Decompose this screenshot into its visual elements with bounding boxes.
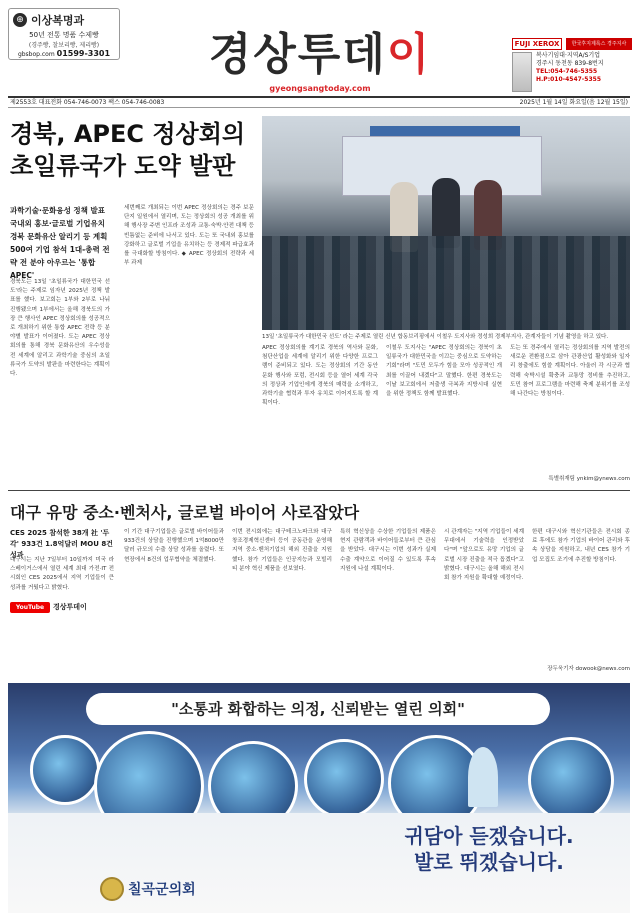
fuji-xerox-branch: 한국후지제록스 경주지사 [566, 38, 632, 50]
ad-photo-circle-6 [528, 737, 614, 823]
issue-date: 2025년 1월 14일 화요일(음 12월 15일) [519, 99, 628, 106]
bakery-brand: 이상복명과 [31, 14, 85, 27]
bakery-line1: 50년 전통 명품 수제빵 [29, 31, 99, 39]
council-name: 칠곡군의회 [128, 882, 196, 898]
article1-subhead: 과학기술·문화융성 정책 발표 국내외 홍보·글로벌 기업유치 경북 문화유산 알리기 등 계획 500여 기업 참석 1대-총력 전략 전 분야 아우르는 '통합 APEC' [10, 206, 110, 280]
ad-left-bakery[interactable] [8, 8, 120, 60]
article2-headline[interactable]: 대구 유망 중소·벤처사, 글로벌 바이어 사로잡았다 [10, 503, 360, 522]
ad-photo-circle-1 [30, 735, 100, 805]
section-divider [8, 490, 630, 491]
article1-byline: 특별취재팀 ynkim@ynews.com [548, 476, 630, 482]
fuji-xerox-logo: FUJI XEROX [512, 38, 562, 50]
article2-col6: 한편 대구시와 혁신기관들은 전시회 종료 후에도 참가 기업의 바이어 관리와 후속 상담을 지원하고, 내년 CES 참가 기업 모집도 조기에 추진할 방침이다. [532, 529, 630, 563]
bakery-line2: (경주빵, 찰보리빵, 제리빵) [28, 42, 100, 49]
article1-col4: 이철우 도지사는 "APEC 정상회의는 경북이 초일류국가 대한민국을 이끄는 중심으로 도약하는 기회"라며 "도민 모두가 힘을 모아 성공적인 개최를 이끌어 내겠다"고 말했다. 한편 경북도는 이날 보고회에서 저출생 극복과 지방시대 실현을 위한 정책도 함께 발표했다. [386, 345, 502, 398]
article1-col1: 경북도는 13일 '초일류국가 대한민국 선도'라는 주제로 임자년 2025년 정책 발표를 했다. 보고회는 1부와 2부로 나눠 진행됐으며 1부에서는 올해 경북도의 가장 큰 행사인 APEC 정상회의를 성공적으로 개최하기 위한 통합 APEC 전략 등 분야별 발표가 이어졌다. 도는 APEC 정상회의를 통해 경북 문화유산의 우수성을 전 세계에 알리고 과학기술 중심의 초일류국가 도약의 발판을 마련한다는 계획이다. [10, 279, 110, 378]
article1-col5: 도는 또 경주에서 열리는 정상회의를 지역 발전의 새로운 전환점으로 삼아 관광산업 활성화와 일자리 창출에도 힘쓸 계획이다. 아울러 각 시군과 협력해 숙박시설 확충과 교통망 정비를 추진하고, 도민 참여 프로그램을 마련해 축제 분위기를 조성해 나간다는 방침이다. [510, 345, 630, 398]
bakery-logo-icon: ⊕ [13, 13, 27, 27]
ad-slogan-top: "소통과 화합하는 의정, 신뢰받는 열린 의회" [86, 693, 550, 725]
newspaper-site[interactable]: gyeongsangtoday.com [269, 84, 371, 93]
article1-photo [262, 116, 630, 330]
issue-info: 제2553호 대표전화 054-746-0073 팩스 054-746-0083 [10, 99, 165, 106]
bakery-line3: gbsbop.com 01599-3301 [17, 49, 111, 58]
article2-col2: 이 기간 대구기업들은 글로벌 바이어들과 933건의 상담을 진행했으며 1억8000만 달러 규모의 수출 상담 성과를 올렸다. 또 현장에서 8건의 업무협약을 체결했다. [124, 529, 224, 563]
article2-col5: 시 관계자는 "지역 기업들이 세계 무대에서 기술력을 인정받았다"며 "앞으로도 유망 기업의 글로벌 시장 진출을 적극 돕겠다"고 밝혔다. 대구시는 올해 해외 전시회 참가 지원을 확대할 예정이다. [444, 529, 524, 582]
copier-icon [512, 52, 532, 92]
ad-right-copier[interactable]: 복사기임대·지역A/S기업 경주시 동천동 839-8번지 TEL:054-746-5355 H.P:010-4547-5355 [536, 52, 604, 83]
article2-subhead: CES 2025 참석한 38개 社 '두각' 933건 1.8억달러 MOU 8건 성과 [10, 529, 113, 559]
article1-col3: APEC 정상회의를 계기로 경북의 역사와 문화, 첨단산업을 세계에 알리기 위한 다양한 프로그램이 준비되고 있다. 도는 정상회의 기간 동안 문화 행사와 포럼, 전시회 등을 열어 세계 각국의 정상과 기업인에게 경북의 매력을 소개하고, 과학기술 협력과 투자 유치로 이어지도록 할 계획이다. [262, 345, 378, 407]
ad-photo-circle-4 [304, 739, 384, 819]
article1-photo-caption: 13일 '초일류국가 대한민국 선도' 라는 주제로 열린 신년 합동브리핑에서 이철우 도지사와 정성희 경제부지사, 관계자들이 기념 촬영을 하고 있다. [262, 334, 609, 340]
issue-bar [8, 96, 630, 108]
article2-col3: 이번 전시회에는 대구테크노파크와 대구창조경제혁신센터 등이 공동관을 운영해 지역 중소·벤처기업의 해외 진출을 지원했다. 참가 기업들은 인공지능과 모빌리티 분야 혁신 제품을 선보였다. [232, 529, 332, 572]
ad-slogan-main: 귀담아 듣겠습니다. 발로 뛰겠습니다. [404, 824, 574, 874]
article2-col4: 특히 혁신상을 수상한 기업들의 제품은 현지 관람객과 바이어들로부터 큰 관심을 받았다. 대구시는 이번 성과가 실제 수출 계약으로 이어질 수 있도록 후속 지원에 나설 계획이다. [340, 529, 436, 572]
youtube-icon: YouTube [10, 602, 50, 613]
council-seal-icon [100, 877, 124, 901]
article1-headline[interactable]: 경북, APEC 정상회의 초일류국가 도약 발판 [10, 120, 246, 180]
banner-ad-council[interactable] [8, 683, 630, 913]
ad-tower-icon [468, 747, 498, 807]
article2-col1: 대구시는 지난 7일부터 10일까지 미국 라스베이거스에서 열린 세계 최대 가전·IT 전시회인 CES 2025에서 지역 기업들이 큰 성과를 거뒀다고 밝혔다. [10, 557, 114, 591]
newspaper-title[interactable]: 경상투데이 [208, 29, 432, 80]
article1-col2: 세번째로 개최되는 이번 APEC 정상회의는 경주 보문단지 일원에서 열리며, 도는 정상회의 성공 개최를 위해 행사장 주변 인프라 조성과 교통·숙박·안전 대책 등 빈틈없는 준비에 나서고 있다. 도는 또 국내외 홍보를 강화하고 글로벌 기업을 유치하는 등 경제적 파급효과를 극대화할 방침이다. ◆ APEC 정상회의 전략과 세부 과제 [124, 205, 254, 267]
youtube-channel[interactable]: YouTube 경상투데이 [10, 594, 114, 606]
article2-byline: 장두욱기자 dowook@news.com [547, 666, 630, 672]
